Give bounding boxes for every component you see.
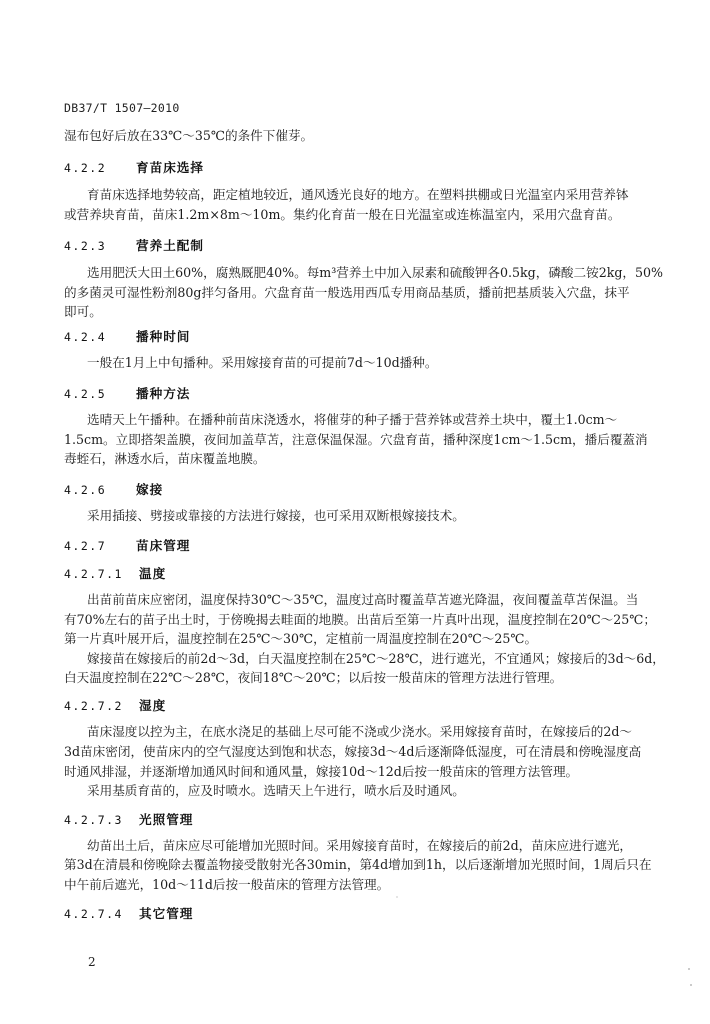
paragraph-line: 第3d在清晨和傍晚除去覆盖物接受散射光各30min，第4d增加到1h，以后逐渐增加光照时间，1周后只在 — [64, 857, 652, 872]
section-heading-4-2-7-4 — [64, 904, 193, 924]
section-number: 4.2.7.4 — [64, 907, 123, 921]
section-title: 温度 — [139, 566, 167, 581]
section-number: 4.2.7.3 — [64, 813, 123, 827]
section-number: 4.2.3 — [64, 239, 107, 253]
paragraph-line: 选用肥沃大田土60%，腐熟厩肥40%。每m³营养土中加入尿素和硫酸钾各0.5kg，磷酸二铵2kg，50% — [87, 265, 663, 280]
paragraph-line: 时通风排湿，并逐渐增加通风时间和通风量，嫁接10d～12d后按一般苗床的管理方法管理。 — [64, 764, 579, 779]
section-number: 4.2.2 — [64, 161, 107, 175]
page-number: 2 — [88, 955, 96, 969]
paragraph-line: 湿布包好后放在33℃～35℃的条件下催芽。 — [64, 128, 314, 143]
section-number: 4.2.4 — [64, 330, 107, 344]
paragraph-line: 采用基质育苗的，应及时喷水。选晴天上午进行，喷水后及时通风。 — [87, 783, 465, 798]
paragraph-line: 嫁接苗在嫁接后的前2d～3d，白天温度控制在25℃～28℃，进行遮光，不宜通风；嫁接后的3d～6d， — [87, 651, 665, 666]
paragraph-line: 1.5cm。立即搭架盖膜，夜间加盖草苫，注意保温保湿。穴盘育苗，播种深度1cm～1.5cm，播后覆蓋消 — [64, 432, 648, 447]
paragraph-line: 3d苗床密闭，使苗床内的空气湿度达到饱和状态，嫁接3d～4d后逐渐降低湿度，可在清晨和傍晚湿度高 — [64, 744, 642, 759]
section-heading-4-2-4 — [64, 327, 190, 347]
section-title: 营养土配制 — [136, 238, 204, 253]
section-number: 4.2.7.2 — [64, 699, 123, 713]
section-heading-4-2-7-2 — [64, 696, 166, 716]
paragraph-line: 选晴天上午播种。在播种前苗床浇透水，将催芽的种子播于营养钵或营养土块中，覆土1.0cm～ — [87, 412, 618, 427]
section-title: 苗床管理 — [136, 538, 191, 553]
document-id-header: DB37/T 1507—2010 — [64, 101, 180, 115]
section-heading-4-2-3 — [64, 236, 204, 256]
section-title: 嫁接 — [136, 482, 164, 497]
section-number: 4.2.7.1 — [64, 567, 123, 581]
section-heading-4-2-7 — [64, 536, 190, 556]
paragraph-line: 幼苗出土后，苗床应尽可能增加光照时间。采用嫁接育苗时，在嫁接后的前2d，苗床应进行遮光， — [87, 838, 633, 853]
paragraph-line: 或营养块育苗，苗床1.2m×8m～10m。集约化育苗一般在日光温室或连栋温室内，采用穴盘育苗。 — [64, 207, 621, 222]
scan-speck — [690, 984, 692, 986]
paragraph-line: 中午前后遮光，10d～11d后按一般苗床的管理方法管理。 — [64, 877, 390, 892]
paragraph-line: 第一片真叶展开后，温度控制在25℃～30℃，定植前一周温度控制在20℃～25℃。 — [64, 631, 538, 646]
section-title: 育苗床选择 — [136, 160, 204, 175]
paragraph-line: 即可。 — [64, 304, 102, 319]
section-heading-4-2-7-3 — [64, 810, 193, 830]
scan-speck — [396, 896, 398, 898]
paragraph-line: 采用插接、劈接或靠接的方法进行嫁接，也可采用双断根嫁接技术。 — [87, 508, 465, 523]
section-title: 播种时间 — [136, 329, 191, 344]
section-title: 其它管理 — [139, 906, 194, 921]
section-heading-4-2-5 — [64, 384, 190, 404]
section-heading-4-2-6 — [64, 480, 163, 500]
section-number: 4.2.5 — [64, 387, 107, 401]
section-heading-4-2-7-1 — [64, 564, 166, 584]
section-title: 播种方法 — [136, 386, 191, 401]
paragraph-line: 的多菌灵可湿性粉剂80g拌匀备用。穴盘育苗一般选用西瓜专用商品基质，播前把基质装入穴盘，抹平 — [64, 285, 630, 300]
paragraph-line: 有70%左右的苗子出土时，于傍晚揭去畦面的地膜。出苗后至第一片真叶出现，温度控制在20℃～25℃； — [64, 612, 656, 627]
paragraph-line: 一般在1月上中旬播种。采用嫁接育苗的可提前7d～10d播种。 — [87, 355, 438, 370]
paragraph-line: 白天温度控制在22℃～28℃，夜间18℃～20℃；以后按一般苗床的管理方法进行管理。 — [64, 670, 563, 685]
paragraph-line: 苗床湿度以控为主，在底水浇足的基础上尽可能不浇或少浇水。采用嫁接育苗时，在嫁接后的2d～ — [87, 724, 633, 739]
section-heading-4-2-2 — [64, 158, 204, 178]
scan-speck — [688, 968, 690, 970]
paragraph-line: 毒蛭石，淋透水后，苗床覆盖地膜。 — [64, 451, 266, 466]
section-number: 4.2.6 — [64, 483, 107, 497]
paragraph-line: 育苗床选择地势较高，距定植地较近，通风透光良好的地方。在塑料拱棚或日光温室内采用营养钵 — [87, 187, 629, 202]
section-title: 光照管理 — [139, 812, 194, 827]
section-number: 4.2.7 — [64, 539, 107, 553]
section-title: 湿度 — [139, 698, 167, 713]
paragraph-line: 出苗前苗床应密闭，温度保持30℃～35℃，温度过高时覆盖草苫遮光降温，夜间覆盖草苫保温。当 — [87, 592, 639, 607]
